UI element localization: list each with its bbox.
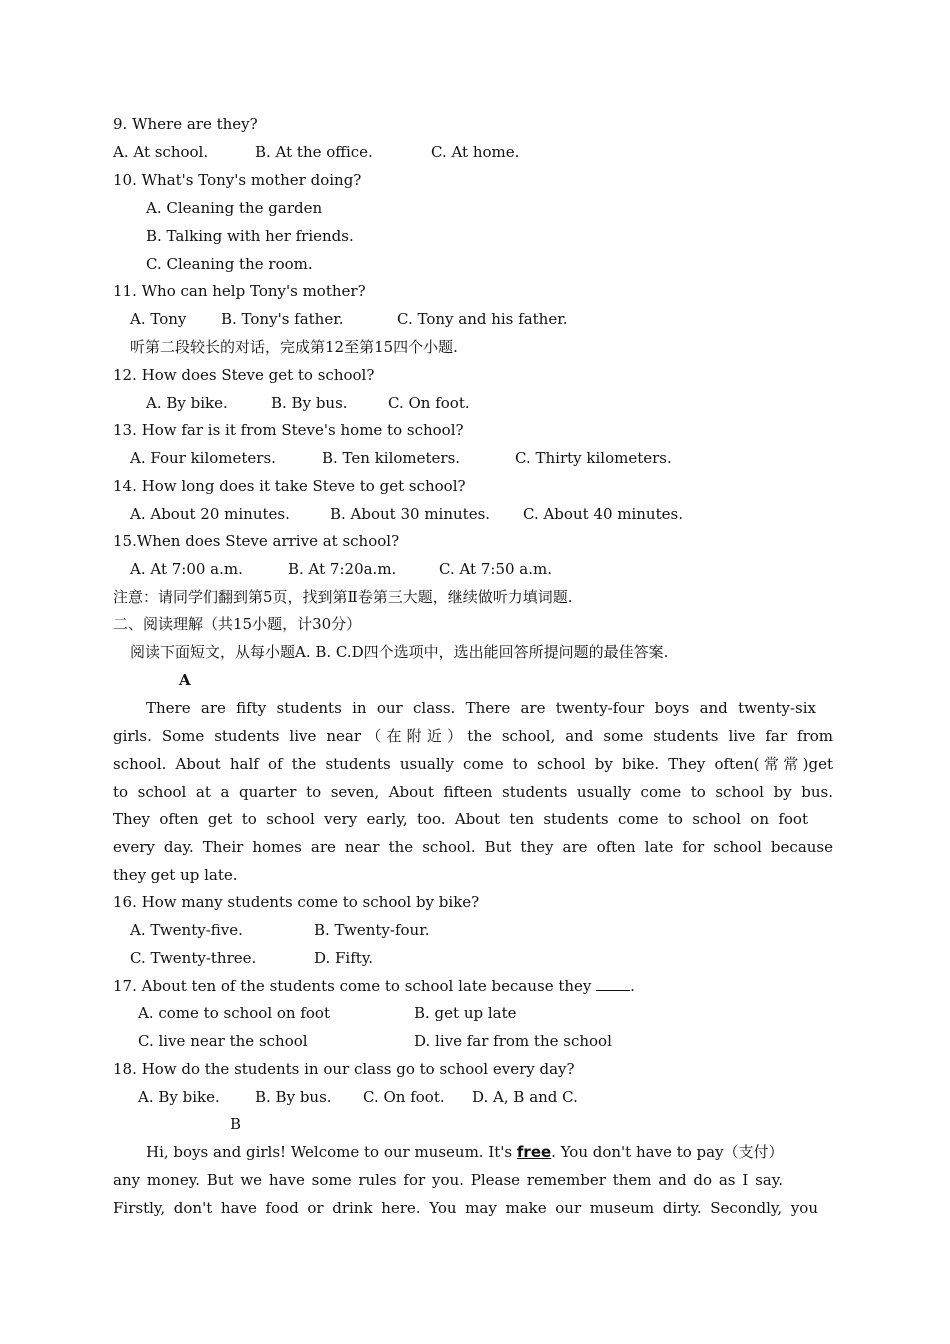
q14-option-b: B. About 30 minutes.	[330, 505, 491, 523]
q16-option-a: A. Twenty-five.	[130, 921, 243, 939]
q10-stem: 10. What's Tony's mother doing?	[113, 171, 362, 189]
free-emphasis: free	[516, 1143, 552, 1161]
passage-b-line	[146, 1142, 784, 1162]
dialogue2-instruction: 听第二段较长的对话，完成第12至第15四个小题.	[130, 338, 458, 356]
q15-option-c: C. At 7:50 a.m.	[439, 560, 552, 578]
q17-option-b: B. get up late	[414, 1004, 517, 1022]
q16-stem: 16. How many students come to school by bike?	[113, 893, 480, 911]
q17-options-row1	[138, 1003, 517, 1023]
q9-option-c: C. At home.	[431, 143, 520, 161]
q14-stem: 14. How long does it take Steve to get school?	[113, 477, 466, 495]
passage-a-line: they get up late.	[113, 866, 238, 884]
q14-options	[130, 504, 683, 524]
passage-b-heading: B	[230, 1115, 242, 1133]
q12-stem: 12. How does Steve get to school?	[113, 366, 375, 384]
passage-a-line: every day. Their homes are near the school. But they are often late for school because	[113, 838, 833, 856]
q17-stem-end: .	[630, 977, 635, 995]
q13-option-c: C. Thirty kilometers.	[515, 449, 672, 467]
q14-option-c: C. About 40 minutes.	[523, 505, 683, 523]
q11-option-a: A. Tony	[130, 310, 187, 328]
q15-stem: 15.When does Steve arrive at school?	[113, 532, 400, 550]
q18-option-b: B. By bus.	[255, 1088, 332, 1106]
q14-option-a: A. About 20 minutes.	[130, 505, 290, 523]
q15-option-b: B. At 7:20a.m.	[288, 560, 397, 578]
q10-option-c: C. Cleaning the room.	[146, 255, 313, 273]
q9-options	[113, 142, 519, 162]
q9-stem: 9. Where are they?	[113, 115, 258, 133]
q17-option-d: D. live far from the school	[414, 1032, 612, 1050]
passage-b-line: any money. But we have some rules for you. Please remember them and do as I say.	[113, 1171, 783, 1189]
passage-a-line: to school at a quarter to seven, About fifteen students usually come to school by bus.	[113, 783, 833, 801]
q17-stem-text: 17. About ten of the students come to school late because they	[113, 977, 592, 995]
q17-option-c: C. live near the school	[138, 1032, 308, 1050]
q16-option-d: D. Fifty.	[314, 949, 374, 967]
q13-option-a: A. Four kilometers.	[130, 449, 276, 467]
q16-options-row1	[130, 920, 430, 940]
q13-stem: 13. How far is it from Steve's home to school?	[113, 421, 464, 439]
section2-title: 二、阅读理解（共15小题，计30分）	[113, 615, 362, 633]
q13-options	[130, 448, 672, 468]
q9-option-a: A. At school.	[113, 143, 209, 161]
passage-b-line: Firstly, don't have food or drink here. You may make our museum dirty. Secondly, you	[113, 1199, 818, 1217]
q18-option-a: A. By bike.	[138, 1088, 220, 1106]
passage-b-text: . You don't have to pay（支付）	[551, 1143, 784, 1161]
passage-a-line: They often get to school very early, too. About ten students come to school on foot	[113, 810, 808, 828]
section2-instruction: 阅读下面短文，从每小题A. B. C.D四个选项中，选出能回答所提问题的最佳答案.	[130, 643, 669, 661]
q10-option-a: A. Cleaning the garden	[146, 199, 323, 217]
q12-option-b: B. By bus.	[271, 394, 348, 412]
q17-option-a: A. come to school on foot	[138, 1004, 330, 1022]
q11-stem: 11. Who can help Tony's mother?	[113, 282, 366, 300]
q12-option-c: C. On foot.	[388, 394, 470, 412]
note: 注意：请同学们翻到第5页，找到第Ⅱ卷第三大题，继续做听力填词题.	[113, 588, 573, 606]
q11-option-c: C. Tony and his father.	[397, 310, 568, 328]
q9-option-b: B. At the office.	[255, 143, 373, 161]
passage-a-line: school. About half of the students usually come to school by bike. They often(常常)get	[113, 755, 833, 773]
q11-option-b: B. Tony's father.	[221, 310, 344, 328]
q16-options-row2	[130, 948, 373, 968]
q12-options	[146, 393, 470, 413]
q18-options	[138, 1087, 578, 1107]
q12-option-a: A. By bike.	[146, 394, 228, 412]
q17-options-row2	[138, 1031, 612, 1051]
q13-option-b: B. Ten kilometers.	[322, 449, 461, 467]
passage-a-line: girls. Some students live near（在附近）the school, and some students live far from	[113, 727, 833, 745]
q15-options	[130, 559, 552, 579]
q18-option-c: C. On foot.	[363, 1088, 445, 1106]
q16-option-c: C. Twenty-three.	[130, 949, 257, 967]
q18-stem: 18. How do the students in our class go to school every day?	[113, 1060, 575, 1078]
q16-option-b: B. Twenty-four.	[314, 921, 430, 939]
q18-option-d: D. A, B and C.	[472, 1088, 578, 1106]
q17-answer-blank	[596, 976, 630, 991]
q15-option-a: A. At 7:00 a.m.	[130, 560, 243, 578]
passage-b-text: Hi, boys and girls! Welcome to our museum. It's	[146, 1143, 513, 1161]
q17-stem	[113, 976, 635, 996]
q10-option-b: B. Talking with her friends.	[146, 227, 354, 245]
passage-a-line: There are fifty students in our class. There are twenty-four boys and twenty-six	[146, 699, 816, 717]
passage-a-heading: A	[179, 671, 191, 689]
q11-options	[130, 309, 568, 329]
